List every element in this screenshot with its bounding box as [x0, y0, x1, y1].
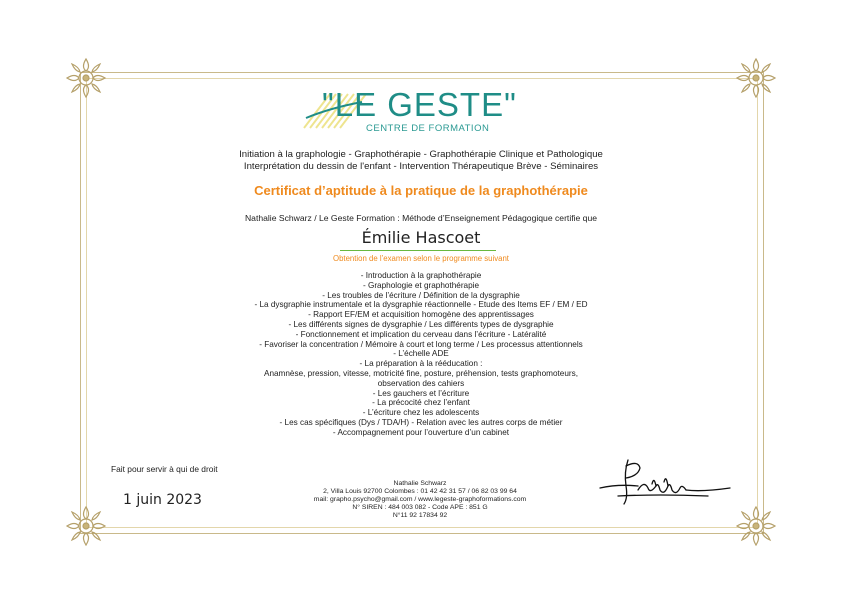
brand-logo	[300, 82, 540, 142]
ornament-corner-icon	[63, 503, 109, 549]
programme-item: - Les cas spécifiques (Dys / TDA/H) - Relation avec les autres corps de métier	[279, 417, 563, 427]
programme-item: observation des cahiers	[377, 378, 465, 388]
programme-item: - Introduction à la graphothérapie	[360, 271, 482, 280]
fait-statement: Fait pour servir à qui de droit	[111, 464, 218, 474]
programme-item: - Favoriser la concentration / Mémoire à court et long terme / Les processus attentionnels	[259, 339, 583, 349]
programme-item: - Accompagnement pour l’ouverture d’un cabinet	[332, 427, 510, 437]
programme-item: - La dysgraphie instrumentale et la dysgraphie réactionnelle - Etude des Items EF / EM / ED	[254, 300, 588, 310]
logo-title: "LE GESTE"	[322, 86, 517, 123]
ornament-corner-icon	[733, 55, 779, 101]
header-line-1: Initiation à la graphologie - Graphothérapie - Graphothérapie Clinique et Pathologique	[239, 149, 603, 160]
ornament-corner-icon	[63, 55, 109, 101]
header-line-2: Interprétation du dessin de l'enfant - Intervention Thérapeutique Brève - Séminaires	[243, 161, 599, 172]
signature-icon	[598, 456, 732, 508]
programme-item: - L’échelle ADE	[393, 349, 449, 359]
contact-line: Nathalie Schwarz	[393, 480, 447, 487]
recipient-name: Émilie Hascoet	[361, 228, 481, 247]
issue-date: 1 juin 2023	[123, 492, 202, 508]
programme-list	[0, 271, 842, 438]
programme-item: - La précocité chez l’enfant	[372, 398, 470, 408]
programme-item: - La préparation à la rééducation :	[359, 359, 483, 369]
recipient-underline	[340, 250, 496, 251]
programme-item: - L’écriture chez les adolescents	[362, 408, 480, 418]
programme-item: - Graphologie et graphothérapie	[362, 280, 480, 290]
contact-line: N° SIREN : 484 003 082 - Code APE : 851 G	[352, 504, 488, 511]
programme-item: - Rapport EF/EM et acquisition homogène des apprentissages	[308, 310, 534, 320]
ornament-corner-icon	[733, 503, 779, 549]
programme-item: - Les différents signes de dysgraphie / Les différents types de dysgraphie	[288, 319, 554, 329]
programme-item: - Fonctionnement et implication du cerveau dans l’écriture - Latéralité	[295, 329, 547, 339]
contact-line: 2, Villa Louis 92700 Colombes : 01 42 42 31 57 / 06 82 03 99 64	[323, 488, 517, 495]
programme-item: - Les troubles de l’écriture / Définition de la dysgraphie	[322, 290, 520, 300]
programme-item: - Les gauchers et l’écriture	[372, 388, 470, 398]
programme-item: Anamnèse, pression, vitesse, motricité fine, posture, préhension, tests graphomoteurs,	[263, 368, 578, 378]
certifies-statement: Nathalie Schwarz / Le Geste Formation : Méthode d’Enseignement Pédagogique certifie que	[244, 213, 598, 223]
certificate-title: Certificat d’aptitude à la pratique de la graphothérapie	[254, 183, 588, 198]
obtained-statement: Obtention de l’examen selon le programme suivant	[333, 254, 509, 263]
contact-block	[260, 480, 580, 520]
logo-subtitle: CENTRE DE FORMATION	[366, 123, 490, 134]
contact-line: mail: grapho.psycho@gmail.com / www.legeste-graphoformations.com	[313, 496, 527, 503]
contact-line: N°11 92 17834 92	[392, 512, 448, 519]
